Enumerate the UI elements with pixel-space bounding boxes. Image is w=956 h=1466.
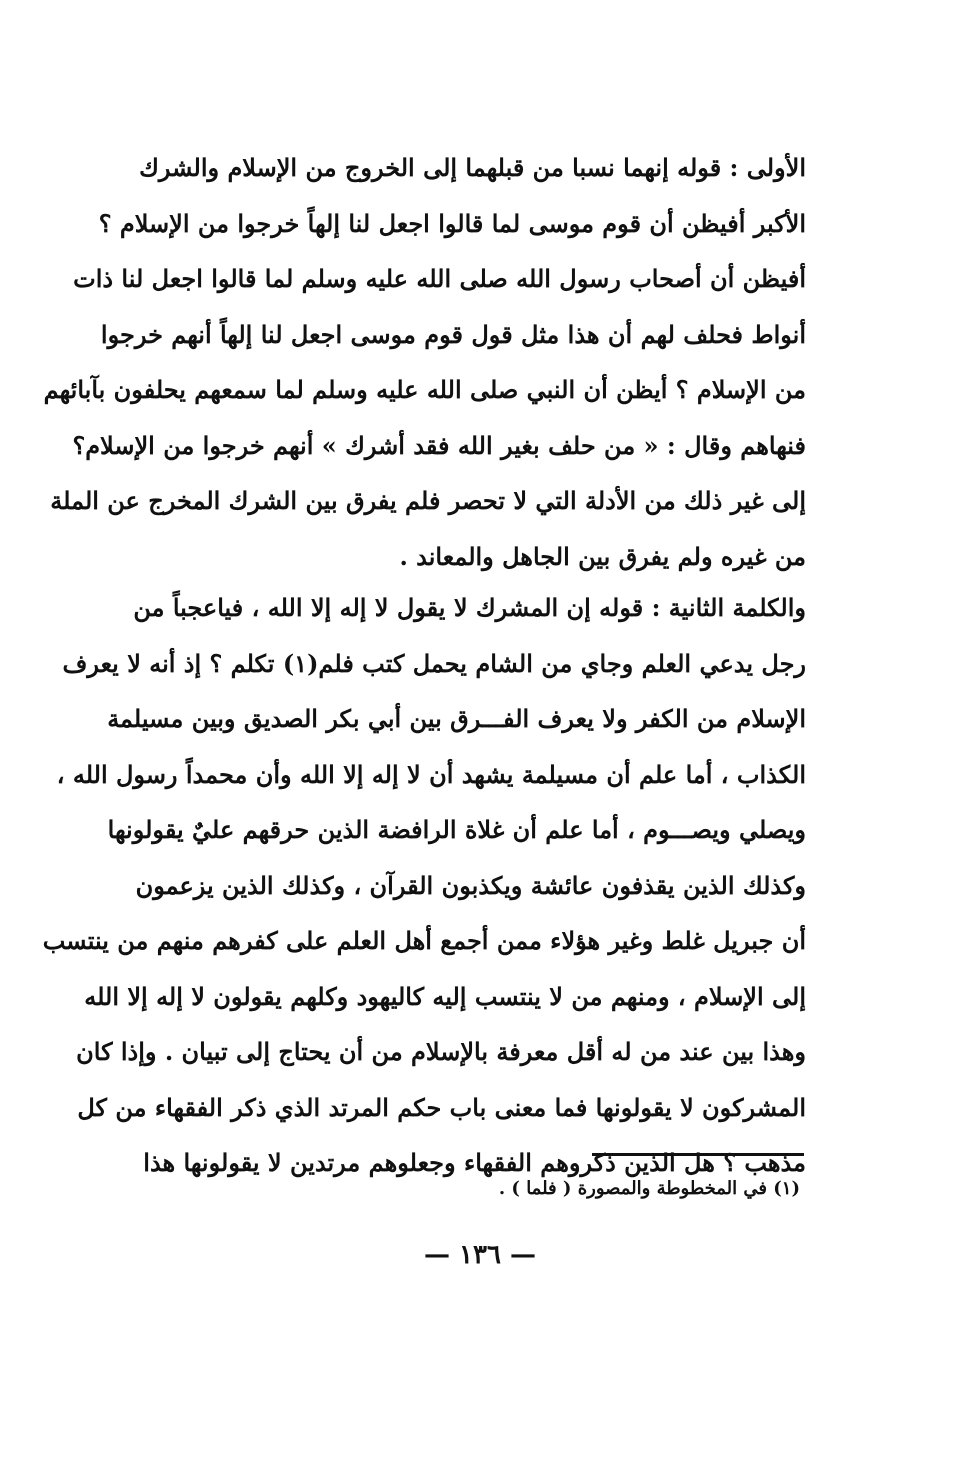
footnote: (١) في المخطوطة والمصورة ( فلما ) .: [498, 1178, 800, 1199]
text-line: أنواط فحلف لهم أن هذا مثل قول قوم موسى اجعل لنا إلهاً أنهم خرجوا: [100, 319, 806, 349]
paragraph-first: [43, 140, 806, 584]
text-line: الأولى : قوله إنهما نسبا من قبلهما إلى الخروج من الإسلام والشرك: [139, 153, 806, 182]
text-line: مذهب ؟ هل الذين ذكروهم الفقهاء وجعلوهم مرتدين لا يقولونها هذا: [143, 1148, 806, 1177]
footnote-divider: [592, 1153, 804, 1156]
text-line: أفيظن أن أصحاب رسول الله صلى الله عليه وسلم لما قالوا اجعل لنا ذات: [73, 264, 806, 293]
text-line: المشركون لا يقولونها فما معنى باب حكم المرتد الذي ذكر الفقهاء من كل: [77, 1092, 806, 1122]
text-line: الكذاب ، أما علم أن مسيلمة يشهد أن لا إله إلا الله وأن محمداً رسول الله ،: [56, 759, 806, 789]
text-line: إلى غير ذلك من الأدلة التي لا تحصر فلم يفرق بين الشرك المخرج عن الملة: [50, 486, 806, 515]
text-line: من غيره ولم يفرق بين الجاهل والمعاند .: [399, 541, 806, 571]
text-line: ويصلي ويصـــوم ، أما علم أن غلاة الرافضة الذين حرقهم عليٌ يقولونها: [107, 815, 806, 844]
text-line: أن جبريل غلط وغير هؤلاء ممن أجمع أهل العلم على كفرهم منهم من ينتسب: [42, 926, 806, 955]
text-line: إلى الإسلام ، ومنهم من لا ينتسب إليه كاليهود وكلهم يقولون لا إله إلا الله: [84, 981, 806, 1011]
paragraph-second: [42, 580, 806, 1191]
text-line: وهذا بين عند من له أقل معرفة بالإسلام من أن يحتاج إلى تبيان . وإذا كان: [76, 1037, 806, 1066]
text-line: رجل يدعي العلم وجاي من الشام يحمل كتب فلم(١) تكلم ؟ إذ أنه لا يعرف: [62, 648, 806, 678]
text-line: الأكبر أفيظن أن قوم موسى لما قالوا اجعل لنا إلهاً خرجوا من الإسلام ؟: [98, 208, 806, 238]
text-line: وكذلك الذين يقذفون عائشة ويكذبون القرآن ، وكذلك الذين يزعمون: [135, 870, 806, 900]
page-number: — ١٣٦ —: [423, 1240, 537, 1270]
text-line: الإسلام من الكفر ولا يعرف الفـــرق بين أبي بكر الصديق وبين مسيلمة: [107, 704, 806, 733]
text-line: والكلمة الثانية : قوله إن المشرك لا يقول لا إله إلا الله ، فياعجباً من: [133, 593, 806, 622]
text-line: من الإسلام ؟ أيظن أن النبي صلى الله عليه وسلم لما سمعهم يحلفون بآبائهم: [43, 375, 806, 404]
text-line: فنهاهم وقال : « من حلف بغير الله فقد أشرك » أنهم خرجوا من الإسلام؟: [72, 430, 806, 460]
